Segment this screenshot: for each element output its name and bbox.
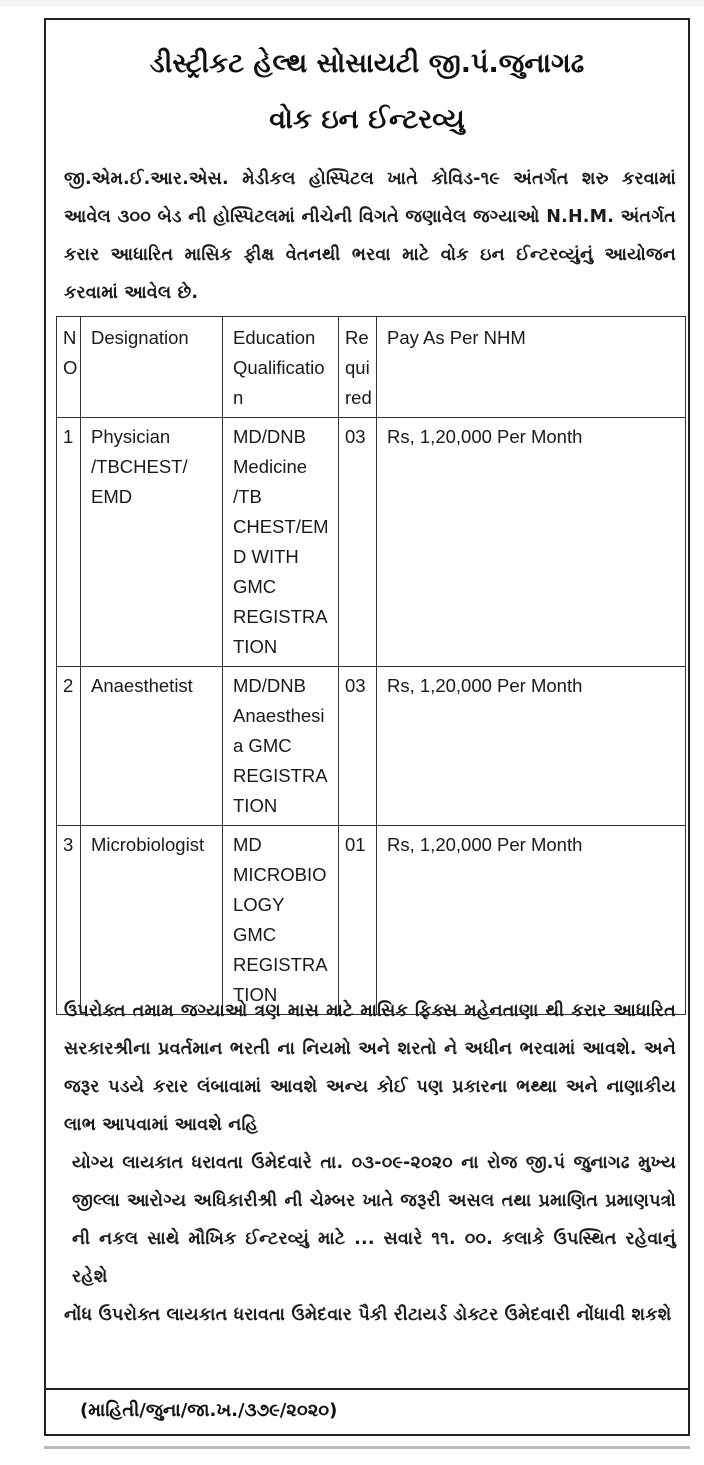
closing-paragraphs: [64, 992, 676, 1334]
row-education: MD MICROBIOLOGY GMC REGISTRATION: [223, 826, 339, 1015]
row-no: 2: [57, 667, 81, 826]
interview-paragraph: યોગ્ય લાયકાત ધરાવતા ઉમેદવારે તા. ૦૩-૦૯-૨૦૨૦ ના રોજ જી.પં જુનાગઢ મુખ્ય જીલ્લા આરોગ્ય અધિકારીશ્રી ની ચેમ્બર ખાતે જરૂરી અસલ તથા પ્રમાણિત પ્રમાણપત્રો ની નકલ સાથે મૌખિક ઈન્ટરવ્યું માટે ... સવારે ૧૧. ૦૦. કલાકે ઉપસ્થિત રહેવાનું રહેશે: [72, 1153, 676, 1287]
row-no: 1: [57, 418, 81, 667]
table-row: [57, 826, 686, 1015]
row-pay: Rs, 1,20,000 Per Month: [377, 826, 686, 1015]
terms-paragraph: ઉપરોક્ત તમામ જગ્યાઓ ત્રણ માસ માટે માસિક ફિક્સ મહેનતાણા થી કરાર આધારિત સરકારશ્રીના પ્રવર્તમાન ભરતી ના નિયમો અને શરતો ને અધીન ભરવામાં આવશે. અને જરૂર પડયે કરાર લંબાવામાં આવશે અન્ય કોઈ પણ પ્રકારના ભથ્થા અને નાણાકીય લાભ આપવામાં આવશે નહિ: [64, 1001, 676, 1135]
row-required: 01: [339, 826, 377, 1015]
row-pay: Rs, 1,20,000 Per Month: [377, 667, 686, 826]
header-no: NO: [57, 317, 81, 418]
note-paragraph: નોંધ ઉપરોક્ત લાયકાત ધરાવતા ઉમેદવાર પૈકી રીટાયર્ડ ડોક્ટર ઉમેદવારી નોંધાવી શકશે: [64, 1305, 672, 1325]
row-education: MD/DNB Anaesthesia GMC REGISTRATION: [223, 667, 339, 826]
row-designation: Physician /TBCHEST/ EMD: [81, 418, 223, 667]
notice-subtitle: વોક ઇન ઈન્ટરવ્યુ: [269, 104, 465, 135]
row-no: 3: [57, 826, 81, 1015]
table-row: [57, 667, 686, 826]
header-required: Required: [339, 317, 377, 418]
table-row: [57, 418, 686, 667]
footer-reference: (માહિતી/જુના/જા.ખ./૩૭૯/૨૦૨૦): [80, 1400, 338, 1421]
page-top-divider: [0, 0, 704, 6]
table-header-row: [57, 317, 686, 418]
notice-title: ડીસ્ટ્રીકટ હેલ્થ સોસાયટી જી.પં.જુનાગઢ: [149, 48, 585, 79]
intro-paragraph: જી.એમ.ઈ.આર.એસ. મેડીકલ હોસ્પિટલ ખાતે કોવિડ-૧૯ અંતર્ગત શરુ કરવામાં આવેલ ૩૦૦ બેડ ની હોસ્પિટલમાં નીચેની વિગતે જણાવેલ જગ્યાઓ N.H.M. અંતર્ગત કરાર આધારિત માસિક ફીક્ષ વેતનથી ભરવા માટે વોક ઇન ઈન્ટરવ્યુંનું આયોજન કરવામાં આવેલ છે.: [64, 169, 676, 303]
footer-divider: [46, 1388, 688, 1390]
bottom-shadow-rule: [44, 1446, 690, 1449]
row-designation: Anaesthetist: [81, 667, 223, 826]
recruitment-notice: [44, 18, 690, 1436]
vacancy-table: [56, 316, 686, 1015]
row-designation: Microbiologist: [81, 826, 223, 1015]
header-education: Education Qualification: [223, 317, 339, 418]
row-required: 03: [339, 667, 377, 826]
row-required: 03: [339, 418, 377, 667]
row-education: MD/DNB Medicine /TB CHEST/EMD WITH GMC REGISTRATION: [223, 418, 339, 667]
header-pay: Pay As Per NHM: [377, 317, 686, 418]
header-designation: Designation: [81, 317, 223, 418]
row-pay: Rs, 1,20,000 Per Month: [377, 418, 686, 667]
